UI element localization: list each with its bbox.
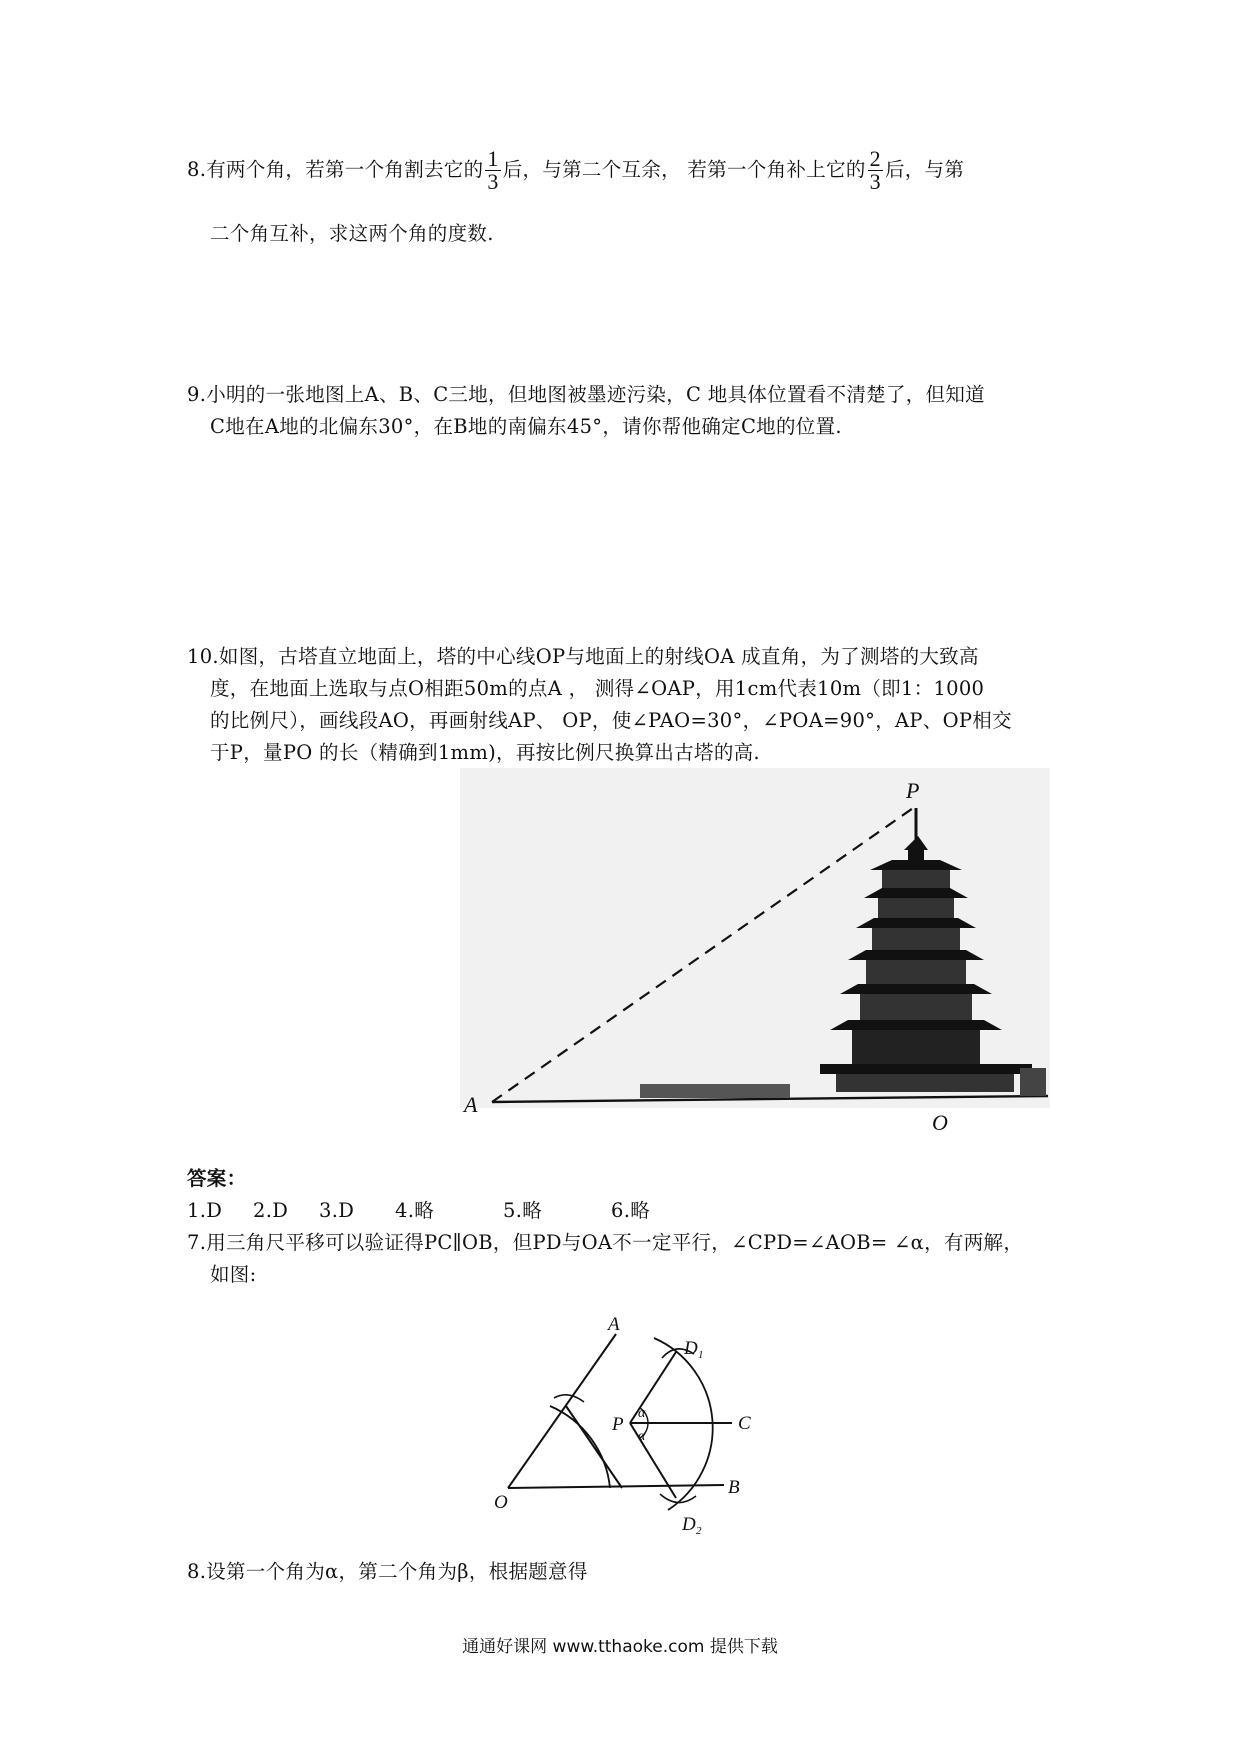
answer-4: 4.略	[395, 1199, 435, 1222]
fig7-label-D1-sub: 1	[698, 1349, 704, 1361]
answer-1: 1.D	[187, 1199, 223, 1222]
fig7-label-D2: D	[682, 1514, 696, 1535]
answers-heading: 答案：	[187, 1167, 247, 1190]
answer-6: 6.略	[611, 1199, 651, 1222]
footer-text: 通通好课网 www.tthaoke.com 提供下载	[462, 1637, 778, 1657]
q8-line2: 二个角互补，求这两个角的度数.	[210, 222, 494, 245]
q10-line3: 的比例尺），画线段AO，再画射线AP、 OP，使∠PAO=30°，∠POA=90°，AP、OP相交	[210, 709, 1012, 732]
answer-7-line2: 如图:	[210, 1263, 257, 1286]
line-PD1	[630, 1352, 676, 1423]
fig7-label-C: C	[738, 1413, 751, 1434]
fig7-label-A: A	[608, 1314, 620, 1335]
fig7-label-D1: D	[684, 1338, 698, 1359]
q8-line1	[187, 148, 964, 193]
frac1-denominator: 3	[487, 169, 499, 194]
label-O: O	[932, 1110, 948, 1135]
q9-line2: C地在A地的北偏东30°，在B地的南偏东45°，请你帮他确定C地的位置.	[210, 415, 842, 438]
q9-line1: 9.小明的一张地图上A、B、C三地，但地图被墨迹污染，C 地具体位置看不清楚了，但知道	[187, 383, 985, 406]
answer-3: 3.D	[319, 1199, 355, 1222]
fig7-label-alpha-lower: α	[638, 1429, 646, 1444]
line-OA	[508, 1334, 616, 1488]
fig7-label-D2-sub: 2	[696, 1525, 702, 1537]
q8-text-b: 后，与第二个互余， 若第一个角补上它的	[502, 158, 866, 181]
q10-line4: 于P，量PO 的长（精确到1mm)，再按比例尺换算出古塔的高.	[210, 741, 760, 764]
q10-line2: 度，在地面上选取与点O相距50m的点A ， 测得∠OAP，用1cm代表10m（即1：1000	[210, 677, 985, 700]
construction-arc-1	[550, 1406, 610, 1488]
answers-1-6	[187, 1196, 650, 1226]
fig7-label-O: O	[494, 1492, 508, 1513]
label-A: A	[464, 1092, 478, 1117]
q10-line1: 10.如图，古塔直立地面上，塔的中心线OP与地面上的射线OA 成直角，为了测塔的大致高	[187, 645, 979, 668]
answer-8: 8.设第一个角为α，第二个角为β，根据题意得	[187, 1560, 588, 1583]
frac2-denominator: 3	[869, 169, 881, 194]
fig7-label-B: B	[728, 1477, 740, 1498]
frac2-numerator: 2	[869, 146, 881, 171]
frac1-numerator: 1	[487, 146, 499, 171]
label-P: P	[906, 778, 920, 803]
answer-5: 5.略	[503, 1199, 543, 1222]
fraction-two-thirds	[868, 148, 883, 193]
answer-7-line1: 7.用三角尺平移可以验证得PC∥OB，但PD与OA不一定平行，∠CPD=∠AOB= ∠α，有两解，	[187, 1231, 1024, 1254]
fig7-label-alpha-upper: α	[638, 1406, 646, 1421]
fraction-one-third	[485, 148, 500, 193]
q8-text-c: 后，与第	[884, 158, 965, 181]
pagoda-figure	[440, 768, 1060, 1138]
q8-text-a: 8.有两个角，若第一个角割去它的	[187, 158, 484, 181]
fig7-label-P: P	[612, 1414, 624, 1435]
answer7-figure	[488, 1310, 768, 1542]
answer-2: 2.D	[253, 1199, 289, 1222]
